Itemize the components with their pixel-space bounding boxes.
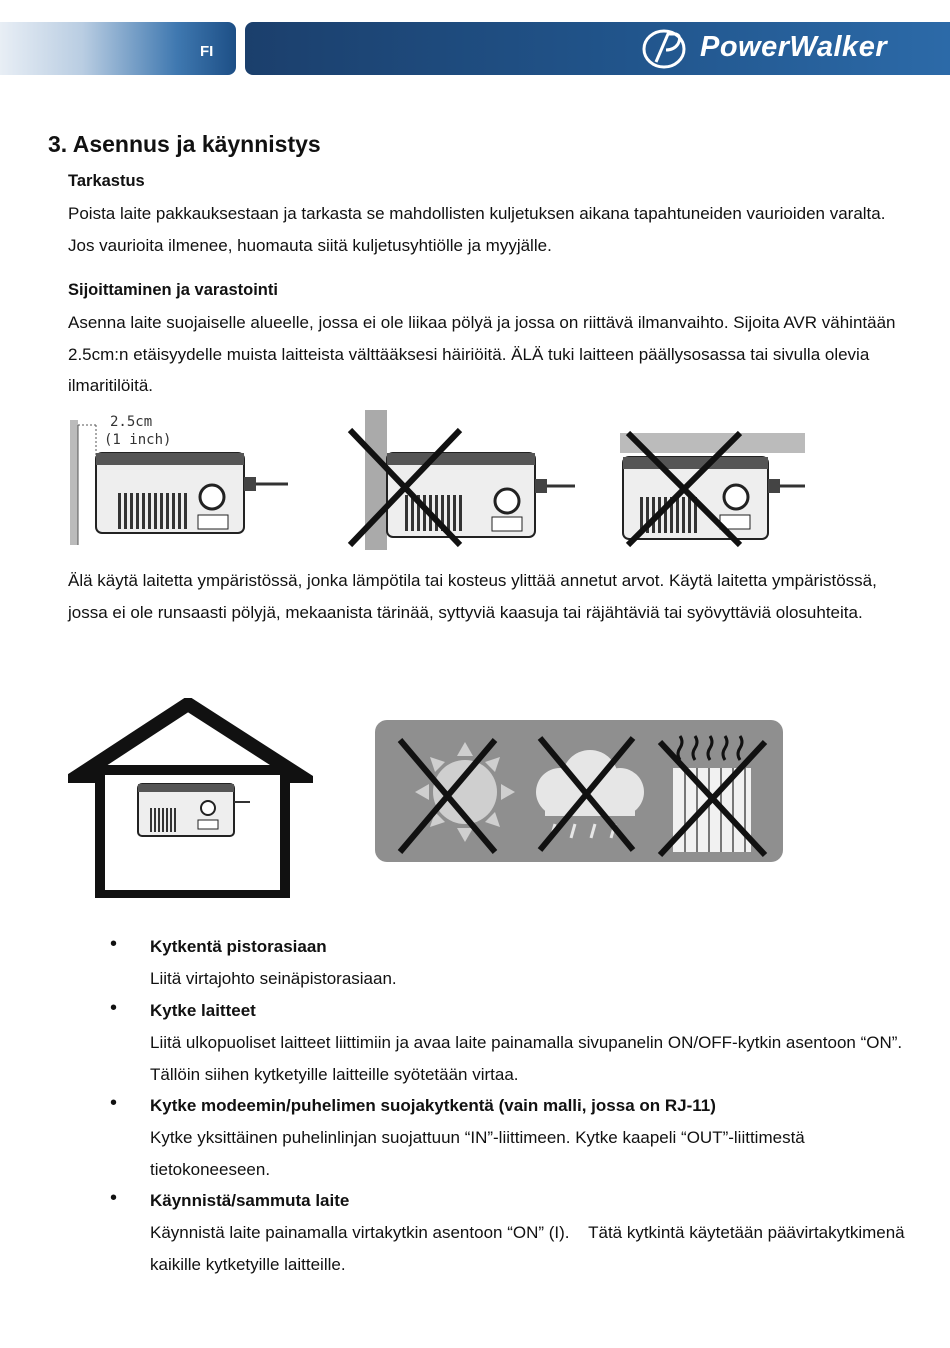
hazard-conditions-figure	[375, 720, 783, 862]
section-title: 3. Asennus ja käynnistys	[48, 131, 321, 157]
environment-text: Älä käytä laitetta ympäristössä, jonka lämpötila tai kosteus ylittää annetut arvot. Käytä laitetta ympäristössä, jossa ei ole runsaasti pölyjä, mekaanista tärinää, syttyviä kaasuja tai räjähtäviä tai syövyttäviä olosuhteita.	[68, 571, 877, 622]
indoor-use-figure	[68, 698, 313, 898]
step-title: Kytke modeemin/puhelimen suojakytkentä (vain malli, jossa on RJ-11)	[150, 1096, 716, 1115]
placement-text: Asenna laite suojaiselle alueelle, jossa ei ole liikaa pölyä ja jossa on riittävä ilmanvaihto. Sijoita AVR vähintään 2.5cm:n etäisyydelle muista laitteista välttääksesi häiriöitä. ÄLÄ tuki laitteen päällysosassa tai sivulla olevia ilmaritilöitä.	[68, 313, 896, 395]
step-text: Liitä virtajohto seinäpistorasiaan.	[150, 969, 397, 988]
step-text: Käynnistä laite painamalla virtakytkin asentoon “ON” (I). Tätä kytkintä käytetään päävirtakytkimenä kaikille kytketyille laitteille.	[150, 1223, 910, 1274]
distance-label: 2.5cm	[110, 414, 153, 430]
placement-heading: Sijoittaminen ja varastointi	[68, 281, 278, 299]
step-title: Kytke laitteet	[150, 1001, 256, 1020]
step-title: Kytkentä pistorasiaan	[150, 937, 327, 956]
step-title: Käynnistä/sammuta laite	[150, 1191, 350, 1210]
bullet-icon: •	[110, 1187, 118, 1209]
inspection-heading: Tarkastus	[68, 172, 145, 190]
correct-spacing-figure	[70, 414, 288, 545]
bullet-icon: •	[110, 997, 118, 1019]
under-shelf-figure	[620, 433, 805, 545]
brand-name: PowerWalker	[700, 31, 888, 63]
bullet-icon: •	[110, 933, 118, 955]
placement-figures	[60, 405, 820, 555]
language-label: FI	[200, 43, 214, 60]
bullet-icon: •	[110, 1092, 118, 1114]
step-text: Kytke yksittäinen puhelinlinjan suojattuun “IN”-liittimeen. Kytke kaapeli “OUT”-liittimestä tietokoneeseen.	[150, 1128, 805, 1179]
distance-label-inch: (1 inch)	[104, 432, 172, 448]
inspection-text: Poista laite pakkauksestaan ja tarkasta se mahdollisten kuljetuksen aikana tapahtuneiden vaurioiden varalta. Jos vaurioita ilmenee, huomauta siitä kuljetusyhtiölle ja myyjälle.	[68, 204, 886, 255]
against-wall-figure	[350, 410, 575, 550]
step-text: Liitä ulkopuoliset laitteet liittimiin ja avaa laite painamalla sivupanelin ON/OFF-kytkin asentoon “ON”. Tällöin siihen kytketyille laitteille syötetään virtaa.	[150, 1033, 903, 1084]
